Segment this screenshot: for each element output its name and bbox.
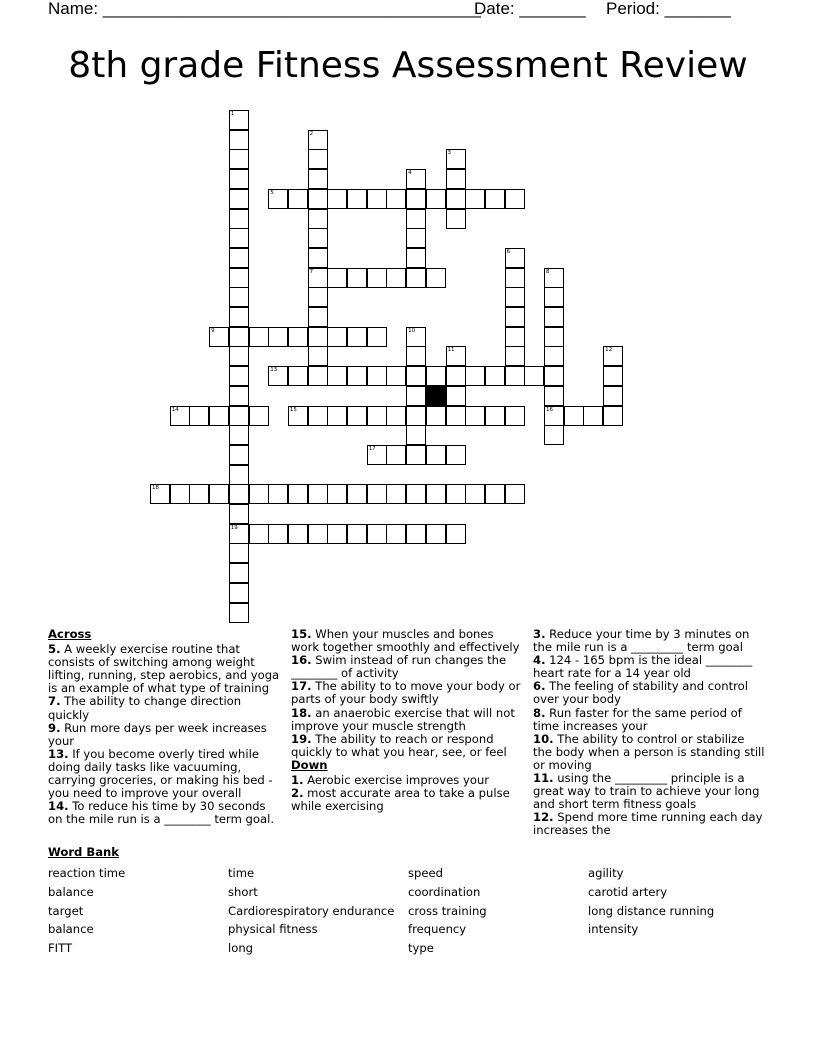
crossword-cell[interactable]: [229, 543, 249, 563]
crossword-cell[interactable]: [465, 189, 485, 209]
crossword-cell[interactable]: [544, 307, 564, 327]
crossword-cell[interactable]: [229, 268, 249, 288]
across-heading: Across: [48, 627, 92, 641]
clue-number-label: 11.: [533, 771, 554, 786]
crossword-cell[interactable]: [406, 445, 426, 465]
page-title: 8th grade Fitness Assessment Review: [68, 45, 748, 86]
crossword-cell[interactable]: [524, 366, 544, 386]
clue-item: 4. 124 - 165 bpm is the ideal ________ heart rate for a 14 year old: [533, 653, 753, 681]
crossword-cell[interactable]: [170, 484, 190, 504]
crossword-cell[interactable]: [327, 366, 347, 386]
crossword-cell[interactable]: [505, 248, 525, 268]
crossword-cell[interactable]: [308, 189, 328, 209]
clue-number: 2: [309, 130, 314, 137]
period-field: Period: _______: [606, 0, 731, 18]
crossword-cell[interactable]: [505, 268, 525, 288]
crossword-cell[interactable]: [505, 189, 525, 209]
clue-number-label: 13.: [48, 746, 69, 761]
crossword-cell[interactable]: [229, 209, 249, 229]
crossword-cell[interactable]: [544, 268, 564, 288]
clue-number: 17: [368, 445, 376, 452]
crossword-cell[interactable]: [485, 406, 505, 426]
clue-item: 8. Run faster for the same period of time increases your: [533, 705, 742, 733]
crossword-cell[interactable]: [386, 366, 406, 386]
crossword-cell[interactable]: [386, 268, 406, 288]
crossword-cell[interactable]: [406, 327, 426, 347]
crossword-cell[interactable]: [406, 346, 426, 366]
clue-number: 19: [230, 524, 238, 531]
crossword-cell[interactable]: [446, 149, 466, 169]
crossword-cell[interactable]: [308, 248, 328, 268]
crossword-cell[interactable]: [367, 445, 387, 465]
word-bank-item: cross training: [408, 903, 487, 918]
crossword-cell[interactable]: [229, 110, 249, 130]
crossword-cell[interactable]: [229, 327, 249, 347]
crossword-cell[interactable]: [446, 346, 466, 366]
crossword-cell[interactable]: [446, 406, 466, 426]
clue-item: 12. Spend more time running each day increases the: [533, 810, 763, 838]
crossword-cell[interactable]: [288, 327, 308, 347]
crossword-cell[interactable]: [426, 268, 446, 288]
clue-number-label: 16.: [291, 653, 312, 668]
crossword-cell[interactable]: [386, 445, 406, 465]
clues-column-3: [533, 628, 765, 838]
clue-item: 7. The ability to change direction quickly: [48, 694, 242, 722]
clue-item: 14. To reduce his time by 30 seconds on the mile run is a ________ term goal.: [48, 799, 275, 827]
clue-number: 16: [546, 406, 553, 413]
crossword-cell[interactable]: [544, 386, 564, 406]
crossword-cell[interactable]: [465, 366, 485, 386]
clue-number: 8: [546, 268, 550, 275]
across-clue-list-continued: [291, 628, 523, 759]
crossword-cell[interactable]: [406, 228, 426, 248]
date-field: Date: _______: [474, 0, 586, 18]
crossword-cell[interactable]: [327, 484, 347, 504]
crossword-cell[interactable]: [249, 327, 269, 347]
crossword-cell[interactable]: [367, 268, 387, 288]
crossword-cell[interactable]: [229, 504, 249, 524]
word-bank-title: Word Bank: [48, 845, 120, 859]
clue-number-label: 4.: [533, 653, 546, 668]
crossword-cell[interactable]: [446, 445, 466, 465]
crossword-cell[interactable]: [406, 484, 426, 504]
crossword-cell[interactable]: [406, 366, 426, 386]
crossword-cell[interactable]: [505, 366, 525, 386]
crossword-cell[interactable]: [229, 484, 249, 504]
crossword-cell[interactable]: [308, 228, 328, 248]
crossword-cell[interactable]: [347, 327, 367, 347]
crossword-cell[interactable]: [465, 406, 485, 426]
crossword-cell[interactable]: [406, 189, 426, 209]
crossword-cell[interactable]: [288, 406, 308, 426]
crossword-cell[interactable]: [347, 406, 367, 426]
crossword-cell[interactable]: [327, 524, 347, 544]
crossword-cell[interactable]: [249, 484, 269, 504]
crossword-cell[interactable]: [426, 406, 446, 426]
crossword-cell[interactable]: [564, 406, 584, 426]
crossword-cell[interactable]: [229, 130, 249, 150]
word-bank-item: long distance running: [588, 903, 715, 918]
crossword-cell[interactable]: [485, 189, 505, 209]
crossword-cell[interactable]: [544, 327, 564, 347]
word-bank-column: [228, 864, 394, 958]
crossword-cell[interactable]: [229, 228, 249, 248]
crossword-cell[interactable]: [327, 406, 347, 426]
clue-number: 3: [447, 150, 451, 157]
word-bank-item: short: [228, 884, 258, 899]
crossword-cell[interactable]: [386, 524, 406, 544]
crossword-cell[interactable]: [603, 386, 623, 406]
word-bank-item: agility: [588, 866, 624, 880]
crossword-cell[interactable]: [268, 484, 288, 504]
crossword-cell[interactable]: [406, 524, 426, 544]
word-bank-item: physical fitness: [228, 922, 318, 937]
clue-item: 17. The ability to to move your body or parts of your body swiftly: [291, 679, 521, 707]
clue-item: 9. Run more days per week increases your: [48, 720, 267, 748]
clue-number-label: 17.: [291, 679, 312, 694]
crossword-cell[interactable]: [347, 268, 367, 288]
clue-number: 7: [309, 268, 314, 275]
clue-number-label: 19.: [291, 731, 312, 746]
crossword-cell[interactable]: [229, 386, 249, 406]
clue-number-label: 3.: [533, 627, 546, 641]
crossword-cell[interactable]: [268, 189, 288, 209]
crossword-cell[interactable]: [367, 406, 387, 426]
crossword-cell[interactable]: [406, 425, 426, 445]
word-bank-item: type: [408, 941, 434, 956]
crossword-cell[interactable]: [229, 583, 249, 603]
clue-number: 5: [270, 189, 274, 196]
crossword-cell[interactable]: [288, 366, 308, 386]
word-bank-item: balance: [48, 884, 94, 899]
crossword-cell[interactable]: [446, 484, 466, 504]
crossword-cell[interactable]: [229, 307, 249, 327]
crossword-cell[interactable]: [505, 346, 525, 366]
clue-item: 16. Swim instead of run changes the ________ of activity: [291, 653, 507, 681]
crossword-cell[interactable]: [603, 406, 623, 426]
crossword-cell[interactable]: [386, 484, 406, 504]
crossword-cell[interactable]: [446, 524, 466, 544]
crossword-cell[interactable]: [544, 366, 564, 386]
word-bank-item: balance: [48, 922, 94, 937]
crossword-cell[interactable]: [505, 406, 525, 426]
crossword-cell[interactable]: [308, 307, 328, 327]
clue-number: 18: [152, 485, 159, 492]
word-bank-item: frequency: [408, 922, 467, 937]
crossword-cell[interactable]: [288, 189, 308, 209]
crossword-cell[interactable]: [446, 189, 466, 209]
clue-number-label: 1.: [291, 773, 304, 788]
crossword-cell[interactable]: [426, 484, 446, 504]
crossword-cell[interactable]: [229, 603, 249, 623]
word-bank-item: FITT: [48, 941, 73, 956]
crossword-cell[interactable]: [465, 484, 485, 504]
crossword-cell[interactable]: [406, 268, 426, 288]
crossword-cell[interactable]: [544, 287, 564, 307]
crossword-cell[interactable]: [406, 248, 426, 268]
crossword-cell[interactable]: [308, 268, 328, 288]
crossword-cell[interactable]: [308, 406, 328, 426]
crossword-cell[interactable]: [229, 425, 249, 445]
crossword-cell[interactable]: [229, 346, 249, 366]
crossword-cell[interactable]: [505, 484, 525, 504]
clue-item: 1. Aerobic exercise improves your: [291, 773, 490, 788]
clue-number: 11: [447, 347, 455, 354]
crossword-cell[interactable]: [209, 484, 229, 504]
crossword-cell[interactable]: [308, 327, 328, 347]
crossword-cell[interactable]: [209, 406, 229, 426]
crossword-cell[interactable]: [229, 445, 249, 465]
clues-column-2: [291, 628, 523, 813]
crossword-cell[interactable]: [347, 484, 367, 504]
crossword-cell[interactable]: [406, 386, 426, 406]
word-bank-item: time: [228, 866, 255, 880]
clue-number-label: 14.: [48, 799, 69, 814]
clue-number: 10: [408, 327, 416, 334]
clue-number-label: 5.: [48, 642, 61, 657]
crossword-cell[interactable]: [209, 327, 229, 347]
crossword-cell[interactable]: [367, 524, 387, 544]
crossword-cell[interactable]: [505, 327, 525, 347]
crossword-cell[interactable]: [308, 149, 328, 169]
crossword-cell[interactable]: [229, 366, 249, 386]
clues-column-1: [48, 628, 280, 826]
crossword-cell[interactable]: [603, 346, 623, 366]
crossword-cell[interactable]: [229, 189, 249, 209]
crossword-cell[interactable]: [288, 484, 308, 504]
crossword-cell[interactable]: [327, 327, 347, 347]
clue-number-label: 15.: [291, 627, 312, 641]
clue-item: 10. The ability to control or stabilize the body when a person is standing still or moving: [533, 731, 765, 772]
crossword-cell[interactable]: [347, 189, 367, 209]
clue-number: 4: [408, 170, 412, 177]
clue-number-label: 12.: [533, 810, 554, 825]
crossword-cell[interactable]: [446, 169, 466, 189]
clue-number-label: 8.: [533, 705, 546, 720]
clue-item: 15. When your muscles and bones work together smoothly and effectively: [291, 627, 520, 655]
crossword-cell[interactable]: [446, 209, 466, 229]
crossword-cell[interactable]: [446, 366, 466, 386]
clue-number: 12: [605, 347, 613, 354]
crossword-cell[interactable]: [426, 189, 446, 209]
crossword-cell[interactable]: [229, 406, 249, 426]
crossword-cell[interactable]: [229, 169, 249, 189]
crossword-cell[interactable]: [386, 406, 406, 426]
crossword-cell[interactable]: [426, 366, 446, 386]
crossword-cell[interactable]: [268, 327, 288, 347]
crossword-cell[interactable]: [603, 366, 623, 386]
crossword-black-cell: [426, 386, 446, 406]
clue-number-label: 7.: [48, 694, 61, 709]
crossword-cell[interactable]: [406, 169, 426, 189]
crossword-cell[interactable]: [347, 366, 367, 386]
crossword-cell[interactable]: [229, 248, 249, 268]
crossword-cell[interactable]: [367, 366, 387, 386]
word-bank-item: coordination: [408, 884, 481, 899]
crossword-cell[interactable]: [189, 406, 209, 426]
crossword-cell[interactable]: [229, 287, 249, 307]
crossword-cell[interactable]: [544, 406, 564, 426]
crossword-cell[interactable]: [308, 287, 328, 307]
crossword-cell[interactable]: [583, 406, 603, 426]
clue-number: 15: [289, 406, 297, 413]
crossword-cell[interactable]: [308, 524, 328, 544]
clue-number: 1: [230, 111, 235, 117]
word-bank-item: long: [228, 941, 254, 956]
crossword-cell[interactable]: [170, 406, 190, 426]
crossword-cell[interactable]: [249, 524, 269, 544]
clue-item: 5. A weekly exercise routine that consists of switching among weight lifting, running, step aerobics, and yoga is an example of what type of training: [48, 642, 280, 696]
crossword-cell[interactable]: [426, 524, 446, 544]
clue-number: 14: [171, 406, 179, 413]
crossword-cell[interactable]: [347, 524, 367, 544]
crossword-cell[interactable]: [485, 484, 505, 504]
crossword-cell[interactable]: [268, 366, 288, 386]
crossword-cell[interactable]: [327, 268, 347, 288]
word-bank-column: [408, 864, 487, 958]
crossword-cell[interactable]: [485, 366, 505, 386]
clue-number-label: 6.: [533, 679, 546, 694]
crossword-cell[interactable]: [446, 386, 466, 406]
clue-number: 6: [506, 248, 511, 255]
down-clue-list: [291, 774, 523, 813]
crossword-cell[interactable]: [426, 445, 446, 465]
word-bank-item: target: [48, 903, 84, 918]
clue-item: 19. The ability to reach or respond quickly to what you hear, see, or feel: [291, 731, 507, 759]
crossword-cell[interactable]: [308, 169, 328, 189]
clue-number-label: 10.: [533, 731, 554, 746]
crossword-cell[interactable]: [229, 465, 249, 485]
crossword-cell[interactable]: [229, 563, 249, 583]
word-bank-item: Cardiorespiratory endurance: [228, 903, 395, 918]
crossword-cell[interactable]: [308, 484, 328, 504]
clue-number: 13: [270, 367, 278, 374]
crossword-cell[interactable]: [288, 524, 308, 544]
crossword-cell[interactable]: [505, 287, 525, 307]
clue-item: 2. most accurate area to take a pulse while exercising: [291, 786, 510, 814]
clue-item: 18. an anaerobic exercise that will not improve your muscle strength: [291, 705, 515, 733]
clue-item: 11. using the _________ principle is a great way to train to achieve your long and short term fitness goals: [533, 771, 760, 812]
clue-number: 9: [211, 327, 215, 334]
word-bank-item: reaction time: [48, 866, 126, 880]
crossword-cell[interactable]: [308, 130, 328, 150]
across-clue-list: [48, 643, 280, 826]
crossword-cell[interactable]: [327, 189, 347, 209]
crossword-cell[interactable]: [229, 524, 249, 544]
clue-number-label: 2.: [291, 786, 304, 801]
crossword-cell[interactable]: [367, 327, 387, 347]
clue-number-label: 9.: [48, 720, 61, 735]
clue-item: 6. The feeling of stability and control over your body: [533, 679, 748, 707]
crossword-cell[interactable]: [268, 524, 288, 544]
word-bank-item: speed: [408, 866, 444, 880]
crossword-cell[interactable]: [308, 346, 328, 366]
crossword-cell[interactable]: [544, 346, 564, 366]
crossword-cell[interactable]: [406, 209, 426, 229]
down-clue-list-continued: [533, 628, 765, 838]
crossword-cell[interactable]: [150, 484, 170, 504]
crossword-cell[interactable]: [406, 406, 426, 426]
crossword-cell[interactable]: [505, 307, 525, 327]
crossword-cell[interactable]: [229, 149, 249, 169]
word-bank-column: [588, 864, 714, 939]
crossword-cell[interactable]: [386, 189, 406, 209]
crossword-cell[interactable]: [189, 484, 209, 504]
word-bank-item: intensity: [588, 922, 639, 937]
clue-item: 3. Reduce your time by 3 minutes on the mile run is a _________ term goal: [533, 627, 750, 655]
crossword-cell[interactable]: [308, 366, 328, 386]
word-bank-column: [48, 864, 125, 958]
crossword-cell[interactable]: [249, 406, 269, 426]
crossword-cell[interactable]: [367, 484, 387, 504]
crossword-cell[interactable]: [367, 189, 387, 209]
word-bank-item: carotid artery: [588, 884, 668, 899]
crossword-cell[interactable]: [308, 209, 328, 229]
crossword-cell[interactable]: [544, 425, 564, 445]
down-heading: Down: [291, 757, 328, 772]
clue-number-label: 18.: [291, 705, 312, 720]
name-field: Name: ________________________________________: [48, 0, 481, 18]
clue-item: 13. If you become overly tired while doing daily tasks like vacuuming, carrying groceries, or making his bed - you need to improve your overall: [48, 746, 273, 801]
